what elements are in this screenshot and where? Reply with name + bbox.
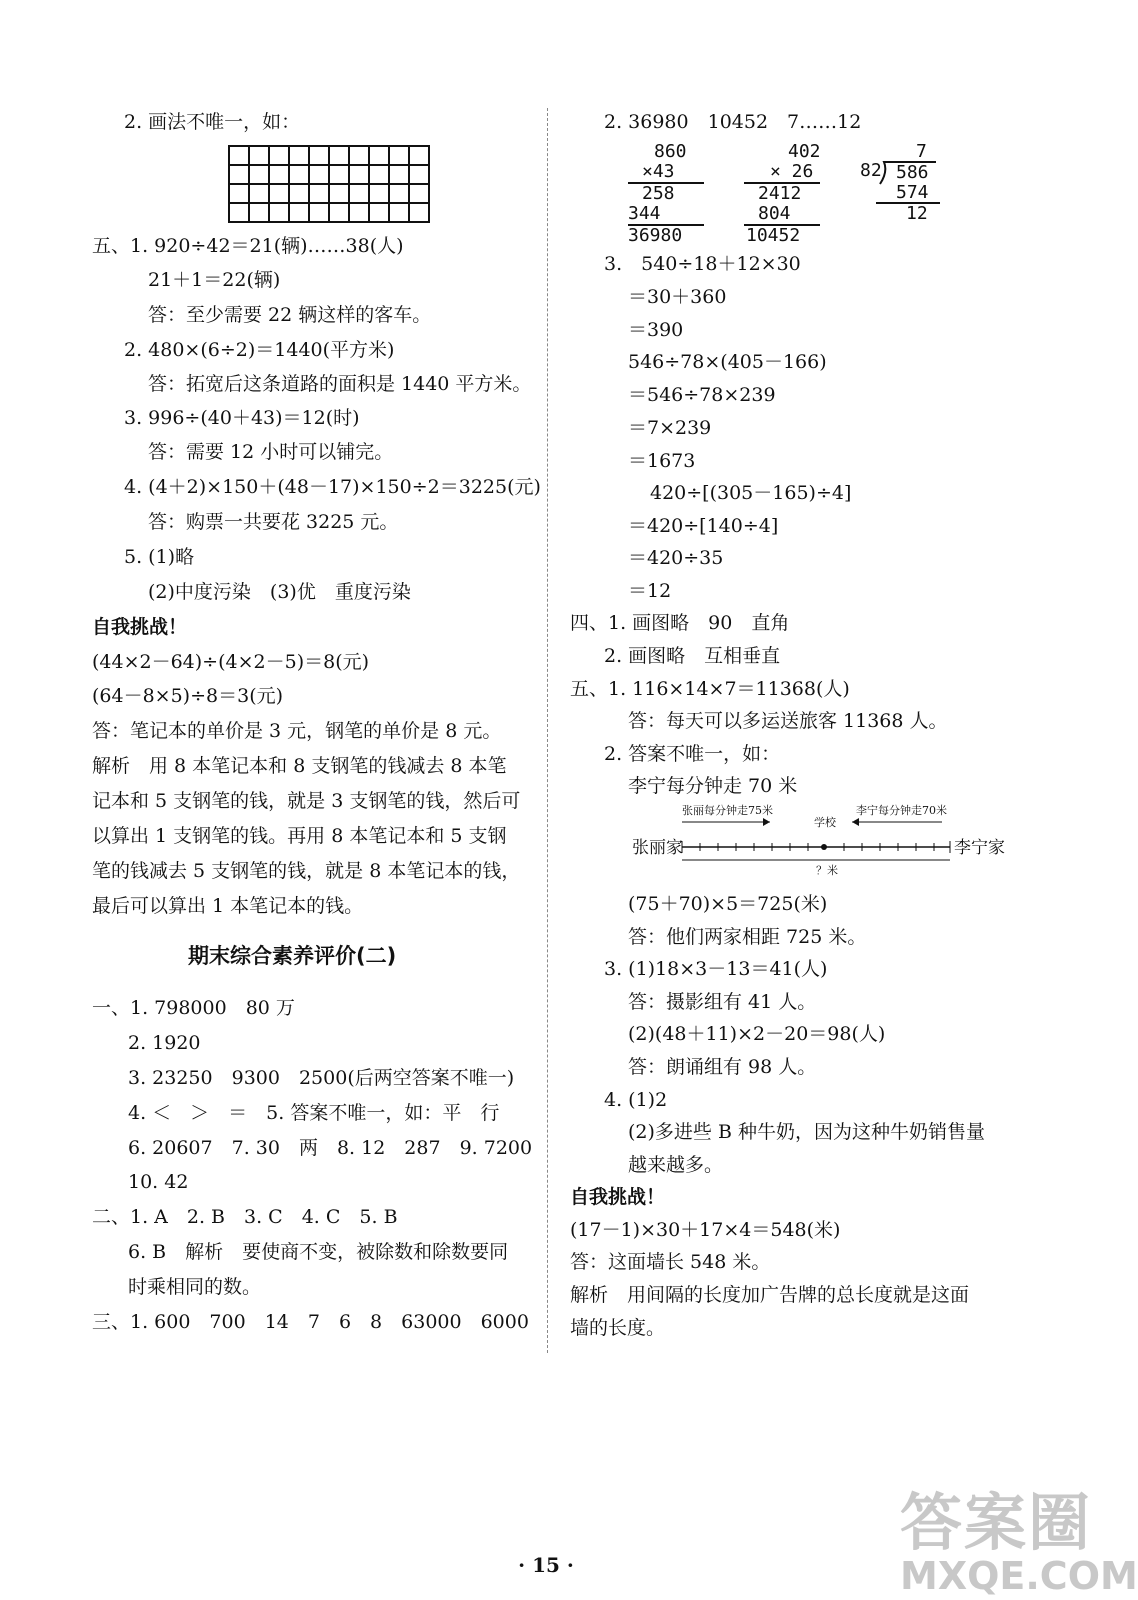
right-line: 3. (1)18×3－13＝41(人) bbox=[604, 958, 828, 980]
vertical-multiplication-2: 10452 bbox=[746, 225, 801, 246]
left-line: 2. 画法不唯一，如： bbox=[124, 111, 301, 133]
right-line: 546÷78×(405－166) bbox=[628, 351, 827, 373]
left-line: 2. 1920 bbox=[128, 1032, 201, 1054]
right-line: 越来越多。 bbox=[628, 1154, 724, 1176]
vertical-multiplication-1: 36980 bbox=[628, 225, 683, 246]
vertical-multiplication-2: 402 × 26 bbox=[770, 141, 821, 182]
left-line: 3. 996÷(40＋43)＝12(时) bbox=[124, 407, 360, 429]
right-line: (2)多进些 B 种牛奶，因为这种牛奶销售量 bbox=[628, 1121, 985, 1143]
right-line: 2. 答案不唯一，如： bbox=[604, 743, 781, 765]
left-line: 10. 42 bbox=[128, 1171, 189, 1193]
arrow-left-label: 张丽每分钟走75米 bbox=[682, 804, 773, 817]
right-line: 李宁每分钟走 70 米 bbox=[628, 775, 798, 797]
right-line: (75＋70)×5＝725(米) bbox=[628, 893, 828, 915]
left-line: 6. 20607 7. 30 两 8. 12 287 9. 7200 bbox=[128, 1137, 533, 1159]
left-line: 3. 23250 9300 2500(后两空答案不唯一) bbox=[128, 1067, 515, 1089]
left-line: 一、1. 798000 80 万 bbox=[92, 997, 295, 1019]
right-line: ＝30＋360 bbox=[628, 286, 727, 308]
long-division: 7 bbox=[916, 141, 927, 162]
right-line: 420÷[(305－165)÷4] bbox=[650, 482, 852, 504]
right-line: (2)(48＋11)×2－20＝98(人) bbox=[628, 1023, 886, 1045]
left-line: (64－8×5)÷8＝3(元) bbox=[92, 685, 284, 707]
analysis-line: 以算出 1 支钢笔的钱。再用 8 本笔记本和 5 支钢 bbox=[92, 825, 507, 847]
long-division: 586 574 bbox=[896, 162, 929, 203]
left-line: 时乘相同的数。 bbox=[128, 1276, 262, 1298]
left-line: 5. (1)略 bbox=[124, 546, 195, 568]
vertical-multiplication-2: 2412 804 bbox=[758, 183, 802, 224]
right-line: 2. 画图略 互相垂直 bbox=[604, 645, 781, 667]
right-line: 答：摄影组有 41 人。 bbox=[628, 991, 817, 1013]
distance-diagram bbox=[570, 800, 1040, 890]
left-line: 4. ＜ ＞ ＝ 5. 答案不唯一，如：平 行 bbox=[128, 1102, 500, 1124]
analysis-line: 解析 用间隔的长度加广告牌的总长度就是这面 bbox=[570, 1284, 970, 1306]
left-line: 二、1. A 2. B 3. C 4. C 5. B bbox=[92, 1206, 398, 1228]
right-line: 答：朗诵组有 98 人。 bbox=[628, 1056, 817, 1078]
left-line: 答：笔记本的单价是 3 元，钢笔的单价是 8 元。 bbox=[92, 720, 502, 742]
drawing-grid bbox=[228, 145, 430, 223]
left-line: 4. (4＋2)×150＋(48－17)×150÷2＝3225(元) bbox=[124, 476, 541, 498]
left-line: 答：至少需要 22 辆这样的客车。 bbox=[148, 304, 432, 326]
right-line: ＝7×239 bbox=[628, 417, 712, 439]
left-line: 6. B 解析 要使商不变，被除数和除数要同 bbox=[128, 1241, 509, 1263]
lining-home-label: 李宁家 bbox=[954, 838, 1005, 858]
left-line: (44×2－64)÷(4×2－5)＝8(元) bbox=[92, 651, 370, 673]
right-line: 2. 36980 10452 7……12 bbox=[604, 111, 862, 133]
left-line: (2)中度污染 (3)优 重度污染 bbox=[148, 581, 411, 603]
long-division: 82 bbox=[860, 160, 882, 181]
right-line: ＝420÷35 bbox=[628, 547, 724, 569]
left-line: 三、1. 600 700 14 7 6 8 63000 6000 bbox=[92, 1311, 529, 1333]
right-line: ＝546÷78×239 bbox=[628, 384, 776, 406]
right-line: 五、1. 116×14×7＝11368(人) bbox=[570, 678, 850, 700]
right-line: ＝390 bbox=[628, 319, 684, 341]
page-number: · 15 · bbox=[518, 1553, 574, 1577]
right-line: 4. (1)2 bbox=[604, 1089, 668, 1111]
left-line: 五、1. 920÷42＝21(辆)……38(人) bbox=[92, 235, 404, 257]
right-line: 答：每天可以多运送旅客 11368 人。 bbox=[628, 710, 948, 732]
analysis-line: 笔的钱减去 5 支钢笔的钱，就是 8 本笔记本的钱， bbox=[92, 860, 521, 882]
left-line: 2. 480×(6÷2)＝1440(平方米) bbox=[124, 339, 395, 361]
arrow-right-label: 李宁每分钟走70米 bbox=[856, 804, 947, 817]
right-line: 答：这面墙长 548 米。 bbox=[570, 1251, 771, 1273]
long-division: 12 bbox=[906, 203, 928, 224]
column-divider bbox=[547, 108, 548, 1353]
analysis-line: 最后可以算出 1 本笔记本的钱。 bbox=[92, 895, 364, 917]
right-line: 四、1. 画图略 90 直角 bbox=[570, 612, 790, 634]
left-line: 答：需要 12 小时可以铺完。 bbox=[148, 441, 394, 463]
right-line: 答：他们两家相距 725 米。 bbox=[628, 926, 867, 948]
vertical-multiplication-1: 258 344 bbox=[628, 183, 675, 224]
left-line: 答：拓宽后这条道路的面积是 1440 平方米。 bbox=[148, 373, 532, 395]
right-line: ＝420÷[140÷4] bbox=[628, 515, 779, 537]
analysis-line: 解析 用 8 本笔记本和 8 支钢笔的钱减去 8 本笔 bbox=[92, 755, 507, 777]
left-line: 答：购票一共要花 3225 元。 bbox=[148, 511, 399, 533]
zhangli-home-label: 张丽家 bbox=[632, 838, 683, 858]
self-challenge-heading: 自我挑战！ bbox=[570, 1186, 666, 1208]
distance-unknown-label: ？米 bbox=[816, 864, 838, 877]
analysis-line: 墙的长度。 bbox=[570, 1317, 666, 1339]
right-line: 3. 540÷18＋12×30 bbox=[604, 253, 801, 275]
right-line: ＝1673 bbox=[628, 450, 696, 472]
vertical-multiplication-1: 860 ×43 bbox=[642, 141, 687, 182]
right-line: (17－1)×30＋17×4＝548(米) bbox=[570, 1219, 841, 1241]
analysis-line: 记本和 5 支钢笔的钱，就是 3 支钢笔的钱，然后可 bbox=[92, 790, 521, 812]
school-label: 学校 bbox=[814, 816, 836, 829]
left-line: 21＋1＝22(辆) bbox=[148, 269, 281, 291]
right-line: ＝12 bbox=[628, 580, 672, 602]
watermark: 答案圈 MXQE.COM bbox=[900, 1486, 1138, 1598]
section-title: 期末综合素养评价(二) bbox=[188, 944, 397, 968]
self-challenge-heading: 自我挑战！ bbox=[92, 616, 188, 638]
